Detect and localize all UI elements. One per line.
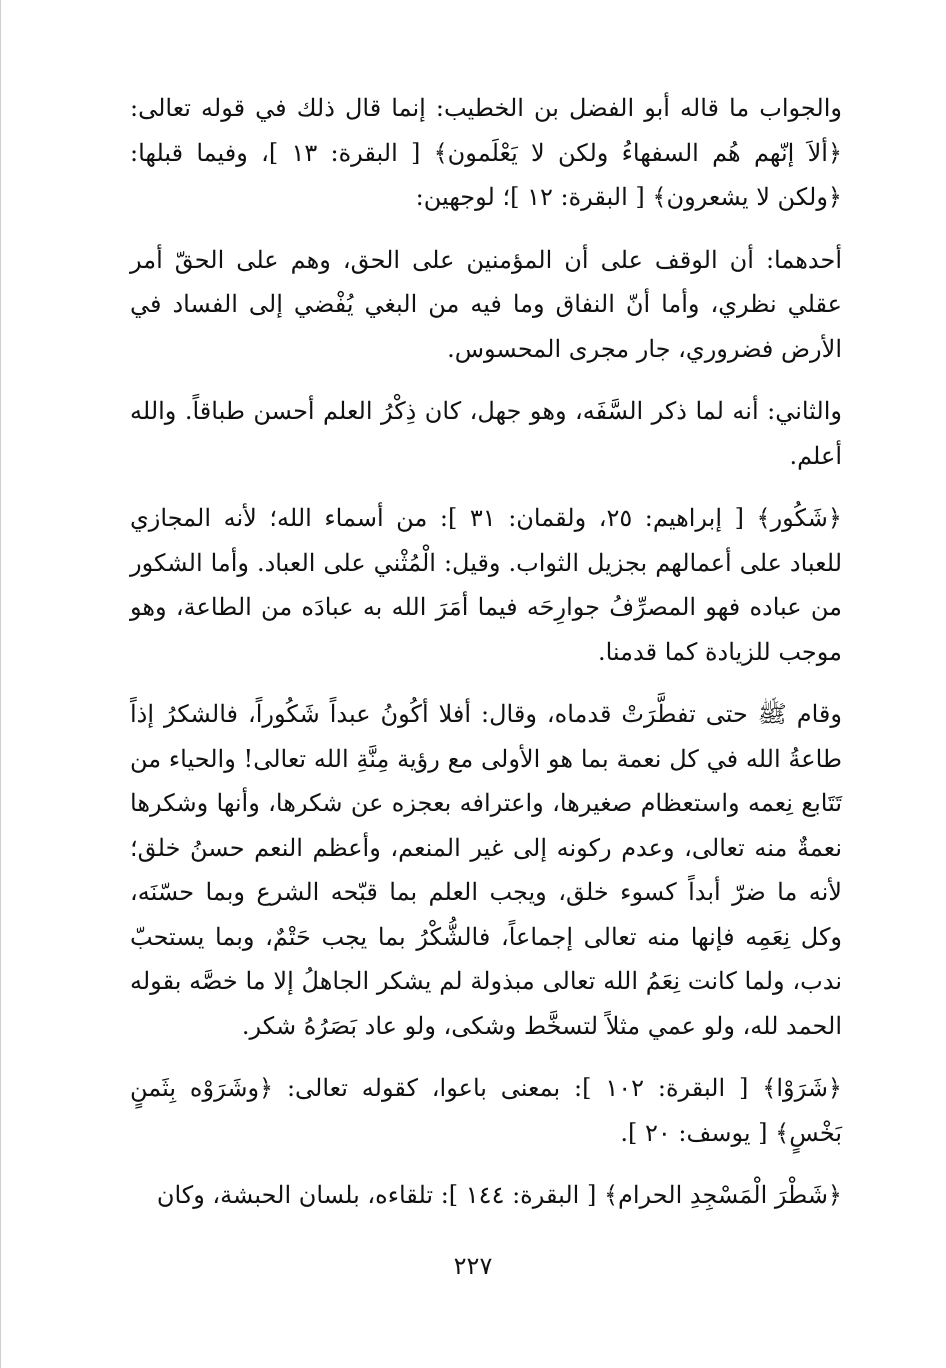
- paragraph-shatr: ﴿شَطْرَ الْمَسْجِدِ الحرام﴾ [ البقرة: ١٤٤ ]: تلقاءه، بلسان الحبشة، وكان: [156, 1181, 842, 1209]
- page-body: [130, 86, 842, 1236]
- paragraph-shakur: ﴿شَكُور﴾ [ إبراهيم: ٢٥، ولقمان: ٣١ ]: من أسماء الله؛ لأنه المجازي للعباد على أعمالهم بجزيل الثواب. وقيل: الْمُثْني على العباد. وأما الشكور من عباده فهو المصرِّفُ جوارِحَه فيما أمَرَ الله به عبادَه من الطاعة، وهو موجب للزيادة كما قدمنا.: [130, 504, 842, 666]
- paragraph-first-reason: أحدهما: أن الوقف على أن المؤمنين على الحق، وهم على الحقّ أمر عقلي نظري، وأما أنّ النفاق وما فيه من البغي يُفْضي إلى الفساد في الأرض فضروري، جار مجرى المحسوس.: [130, 245, 843, 363]
- paragraph-answer: والجواب ما قاله أبو الفضل بن الخطيب: إنما قال ذلك في قوله تعالى: ﴿ألاَ إنّهم هُم السفهاءُ ولكن لا يَعْلَمون﴾ [ البقرة: ١٣ ]، وفيما قبلها: ﴿ولكن لا يشعرون﴾ [ البقرة: ١٢ ]؛ لوجهين:: [130, 94, 843, 211]
- scan-edge-line: [0, 0, 1, 1368]
- paragraph-gratitude: وقام ﷺ حتى تفطَّرَتْ قدماه، وقال: أفلا أكُونُ عبداً شَكُوراً، فالشكرُ إذاً طاعةُ الله في كل نعمة بما هو الأولى مع رؤية مِنَّةِ الله تعالى! والحياء من تَتَابع نِعمه واستعظام صغيرها، واعترافه بعجزه عن شكرها، وأنها وشكرها نعمةٌ منه تعالى، وعدم ركونه إلى غير المنعم، وأعظم النعم حسنُ خلق؛ لأنه ما ضرّ أبداً كسوء خلق، ويجب العلم بما قبّحه الشرع وبما حسّنَه، وكل نِعَمِه فإنها منه تعالى إجماعاً، فالشُّكْرُ بما يجب حَتْمٌ، وبما يستحبّ ندب، ولما كانت نِعَمُ الله تعالى مبذولة لم يشكر الجاهلُ إلا ما خصَّه بقوله الحمد لله، ولو عمي مثلاً لتسخَّط وشكى، ولو عاد بَصَرُهُ شكر.: [130, 700, 843, 1040]
- page-number: ٢٢٧: [453, 1252, 493, 1280]
- paragraph-second-reason: والثاني: أنه لما ذكر السَّفَه، وهو جهل، كان ذِكْرُ العلم أحسن طباقاً. والله أعلم.: [130, 397, 842, 470]
- paragraph-sharaw: ﴿شَرَوْا﴾ [ البقرة: ١٠٢ ]: بمعنى باعوا، كقوله تعالى: ﴿وشَرَوْه بِثَمنٍ بَخْسٍ﴾ [ يوسف: ٢٠ ].: [130, 1074, 842, 1147]
